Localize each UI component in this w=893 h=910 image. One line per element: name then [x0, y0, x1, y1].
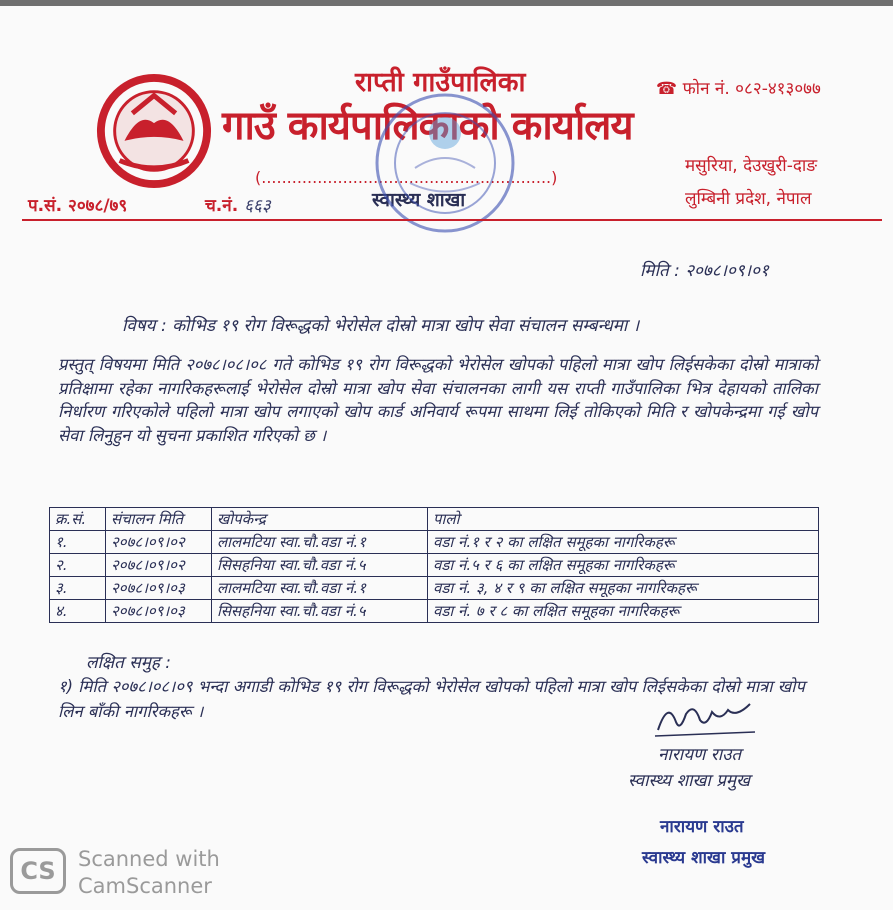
signatory-name: नारायण राउत [658, 745, 742, 765]
address-line-2: लुम्बिनी प्रदेश, नेपाल [685, 189, 812, 209]
watermark-line-2: CamScanner [78, 874, 212, 898]
watermark-line-1: Scanned with [78, 847, 220, 871]
nepal-emblem-icon [95, 72, 213, 190]
cell-turn: वडा नं. ३, ४ र ९ का लक्षित समूहका नागरिकहरू [428, 577, 819, 600]
table-row [50, 531, 819, 554]
table-row [50, 600, 819, 623]
cell-turn: वडा नं.१ र २ का लक्षित समूहका नागरिकहरू [428, 531, 819, 554]
dispatch-value: ६६३ [244, 196, 271, 216]
cell-centre: लालमटिया स्वा.चौ.वडा नं.१ [212, 531, 428, 554]
letter-body-paragraph: प्रस्तुत् विषयमा मिति २०७८।०८।०८ गते कोभिड १९ रोग विरूद्धको भेरोसेल खोपको पहिलो मात्रा खोप लिईसकेका दोस्रो मात्राको प्रतिक्षामा रहेका नागरिकहरूलाई भेरोसेल दोस्रो मात्रा खोप सेवा संचालनका लागी यस राप्ती गाउँपालिका भित्र देहायको तालिका निर्धारण गरिएकोले पहिलो मात्रा खोप लगाएको खोप कार्ड अनिवार्य रूपमा साथमा लिई तोकिएको मिति र खोपकेन्द्रमा गई खोप सेवा लिनुहुन यो सुचना प्रकाशित गरिएको छ । [58, 355, 818, 445]
target-group-heading: लक्षित समुह : [86, 653, 172, 673]
cell-date: २०७८।०९।०२ [106, 554, 212, 577]
cell-serial: ४. [50, 600, 106, 623]
cell-date: २०७८।०९।०३ [106, 600, 212, 623]
dispatch-label: च.नं. [205, 196, 239, 216]
phone-number: ☎ फोन नं. ०८२-४१३०७७ [656, 79, 821, 99]
council-name: राप्ती गाउँपालिका [355, 67, 526, 98]
cell-date: २०७८।०९।०२ [106, 531, 212, 554]
camscanner-logo-icon: CS [10, 848, 66, 894]
cell-centre: सिसहनिया स्वा.चौ.वडा नं.५ [212, 554, 428, 577]
col-serial: क्र.सं. [50, 508, 106, 531]
cell-turn: वडा नं.५ र ६ का लक्षित समूहका नागरिकहरू [428, 554, 819, 577]
address-line-1: मसुरिया, देउखुरी-दाङ [685, 156, 818, 176]
dispatch-number [205, 193, 271, 216]
branch-name: स्वास्थ्य शाखा [372, 189, 466, 211]
office-seal-stamp [370, 88, 520, 238]
table-header-row [50, 508, 819, 531]
office-name: गाउँ कार्यपालिकाको कार्यालय [222, 103, 633, 149]
cell-date: २०७८।०९।०३ [106, 577, 212, 600]
col-centre: खोपकेन्द्र [212, 508, 428, 531]
target-group-item: १) मिति २०७८।०८।०९ भन्दा अगाडी कोभिड १९ रोग विरूद्धको भेरोसेल खोपको पहिलो मात्रा खोप लिईसकेका दोस्रो मात्रा खोप लिन बाँकी नागरिकहरू । [58, 677, 805, 721]
letter-subject: विषय : कोभिड १९ रोग विरूद्धको भेरोसेल दोस्रो मात्रा खोप सेवा संचालन सम्बन्धमा । [122, 316, 640, 336]
table-row [50, 577, 819, 600]
signatory-role: स्वास्थ्य शाखा प्रमुख [628, 771, 750, 791]
letterhead-divider [22, 219, 882, 221]
stamp-role: स्वास्थ्य शाखा प्रमुख [642, 848, 766, 868]
cell-centre: सिसहनिया स्वा.चौ.वडा नं.५ [212, 600, 428, 623]
cell-centre: लालमटिया स्वा.चौ.वडा नं.१ [212, 577, 428, 600]
col-date: संचालन मिति [106, 508, 212, 531]
col-turn: पालो [428, 508, 819, 531]
cell-serial: १. [50, 531, 106, 554]
reference-number: प.सं. २०७८/७९ [28, 196, 128, 216]
vaccination-schedule-table [49, 507, 819, 623]
cell-serial: ३. [50, 577, 106, 600]
cell-serial: २. [50, 554, 106, 577]
dotted-placeholder: (.........................................................) [255, 168, 558, 187]
handwritten-signature [650, 692, 760, 740]
stamp-name: नारायण राउत [660, 817, 744, 837]
table-row [50, 554, 819, 577]
cell-turn: वडा नं. ७ र ८ का लक्षित समूहका नागरिकहरू [428, 600, 819, 623]
letter-date: मिति : २०७८।०९।०१ [640, 261, 769, 281]
